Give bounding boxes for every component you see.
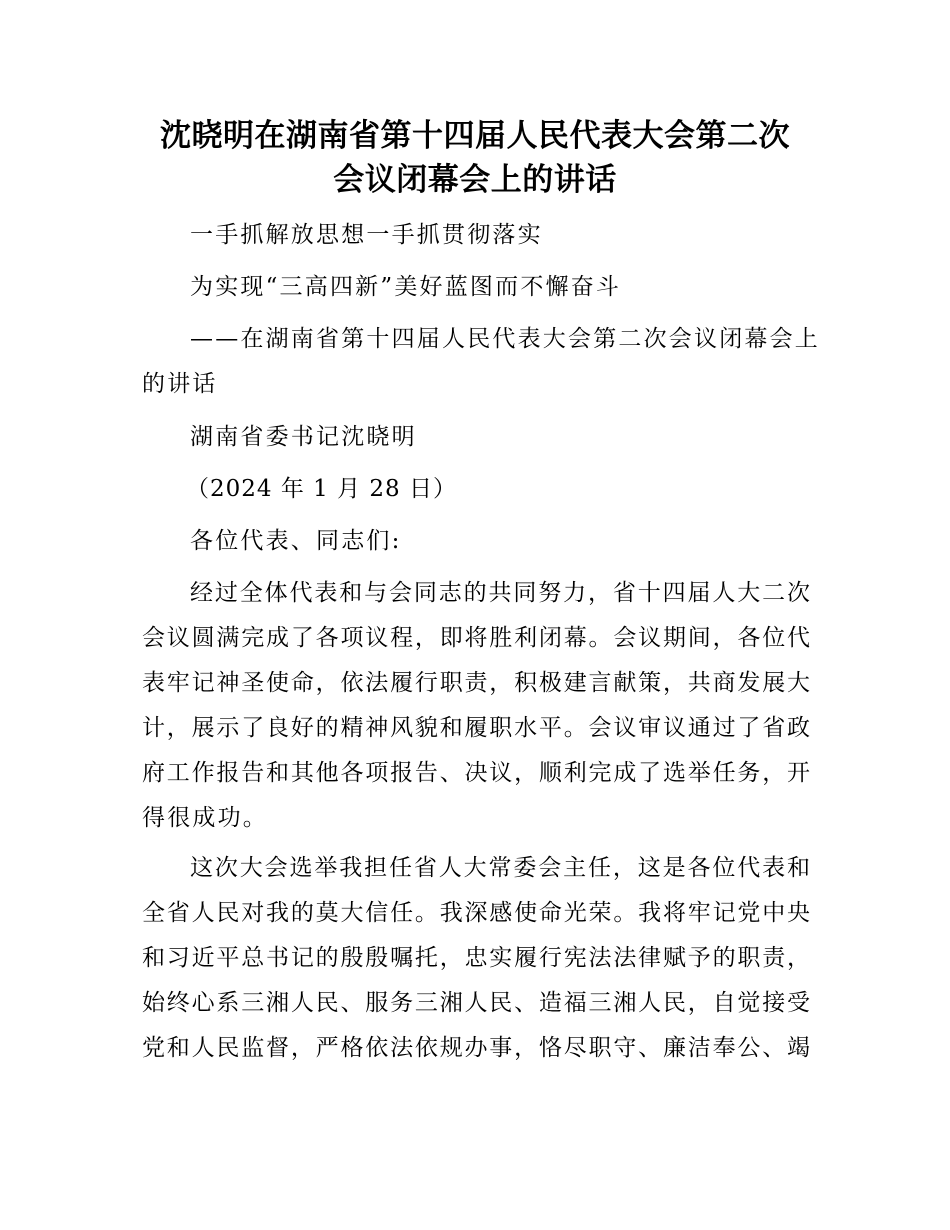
- dash-subtitle-line-2: 的讲话: [142, 371, 218, 397]
- subtitle-line-2: 为实现“三高四新”美好蓝图而不懈奋斗: [190, 274, 622, 300]
- paragraph-1-line-3: 表牢记神圣使命，依法履行职责，积极建言献策，共商发展大: [142, 670, 810, 696]
- paragraph-1-line-5: 府工作报告和其他各项报告、决议，顺利完成了选举任务，开: [142, 760, 810, 786]
- speaker-line: 湖南省委书记沈晓明: [190, 424, 417, 450]
- date-line: （2024 年 1 月 28 日）: [186, 476, 457, 502]
- document-title-line-2: 会议闭幕会上的讲话: [333, 162, 617, 198]
- dash-subtitle-line-1: ——在湖南省第十四届人民代表大会第二次会议闭幕会上: [190, 326, 820, 352]
- paragraph-2-line-2: 全省人民对我的莫大信任。我深感使命光荣。我将牢记党中央: [142, 900, 810, 926]
- paragraph-2-line-5: 党和人民监督，严格依法依规办事，恪尽职守、廉洁奉公、竭: [142, 1035, 810, 1061]
- paragraph-1-line-1: 经过全体代表和与会同志的共同努力，省十四届人大二次: [190, 580, 810, 606]
- salutation-line: 各位代表、同志们:: [190, 528, 402, 554]
- paragraph-1-line-4: 计，展示了良好的精神风貌和履职水平。会议审议通过了省政: [142, 715, 810, 741]
- paragraph-1-line-6: 得很成功。: [142, 805, 268, 831]
- paragraph-2-line-1: 这次大会选举我担任省人大常委会主任，这是各位代表和: [190, 855, 810, 881]
- subtitle-line-1: 一手抓解放思想一手抓贯彻落实: [190, 222, 543, 248]
- paragraph-1-line-2: 会议圆满完成了各项议程，即将胜利闭幕。会议期间，各位代: [142, 625, 810, 651]
- paragraph-2-line-4: 始终心系三湘人民、服务三湘人民、造福三湘人民，自觉接受: [142, 990, 810, 1016]
- document-title-line-1: 沈晓明在湖南省第十四届人民代表大会第二次: [160, 118, 790, 154]
- paragraph-2-line-3: 和习近平总书记的殷殷嘱托，忠实履行宪法法律赋予的职责，: [142, 945, 810, 971]
